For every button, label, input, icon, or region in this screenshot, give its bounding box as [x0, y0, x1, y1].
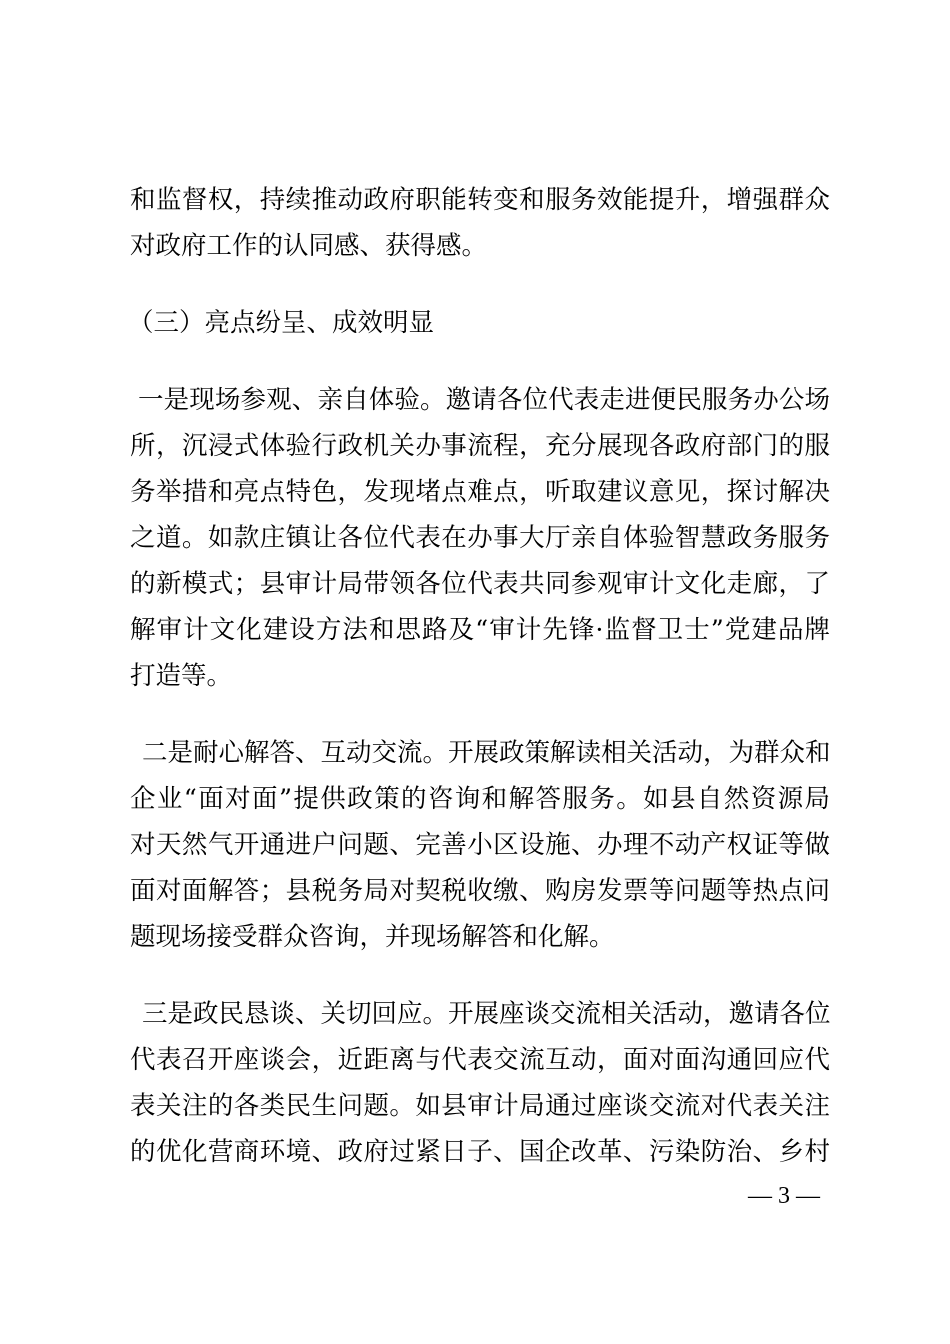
paragraph3-line-1: 三是政民恳谈、关切回应。开展座谈交流相关活动，邀请各位	[142, 999, 831, 1029]
paragraph2-line-5: 题现场接受群众咨询，并现场解答和化解。	[130, 922, 615, 952]
paragraph2-line-1: 二是耐心解答、互动交流。开展政策解读相关活动，为群众和	[142, 738, 831, 768]
paragraph1-line-5: 的新模式；县审计局带领各位代表共同参观审计文化走廊，了	[130, 569, 830, 599]
paragraph1-line-6: 解审计文化建设方法和思路及“审计先锋·监督卫士”党建品牌	[130, 615, 830, 645]
paragraph3-line-3: 表关注的各类民生问题。如县审计局通过座谈交流对代表关注	[130, 1091, 830, 1121]
paragraph2-line-3: 对天然气开通进户问题、完善小区设施、办理不动产权证等做	[130, 830, 830, 860]
paragraph2-line-4: 面对面解答；县税务局对契税收缴、购房发票等问题等热点问	[130, 876, 830, 906]
page-number: — 3 —	[748, 1183, 820, 1209]
paragraph1-line-2: 所，沉浸式体验行政机关办事流程，充分展现各政府部门的服	[130, 431, 830, 461]
paragraph1-line-1: 一是现场参观、亲自体验。邀请各位代表走进便民服务办公场	[138, 385, 830, 415]
paragraph3-line-4: 的优化营商环境、政府过紧日子、国企改革、污染防治、乡村	[130, 1137, 830, 1167]
paragraph1-line-4: 之道。如款庄镇让各位代表在办事大厅亲自体验智慧政务服务	[130, 523, 830, 553]
paragraph2-line-2: 企业“面对面”提供政策的咨询和解答服务。如县自然资源局	[130, 784, 830, 814]
intro-line-1: 和监督权，持续推动政府职能转变和服务效能提升，增强群众	[130, 185, 830, 215]
paragraph1-line-7: 打造等。	[130, 661, 233, 691]
intro-line-2: 对政府工作的认同感、获得感。	[130, 231, 488, 261]
section-heading: （三）亮点纷呈、成效明显	[128, 308, 435, 338]
paragraph1-line-3: 务举措和亮点特色，发现堵点难点，听取建议意见，探讨解决	[130, 477, 830, 507]
paragraph3-line-2: 代表召开座谈会，近距离与代表交流互动，面对面沟通回应代	[130, 1045, 830, 1075]
